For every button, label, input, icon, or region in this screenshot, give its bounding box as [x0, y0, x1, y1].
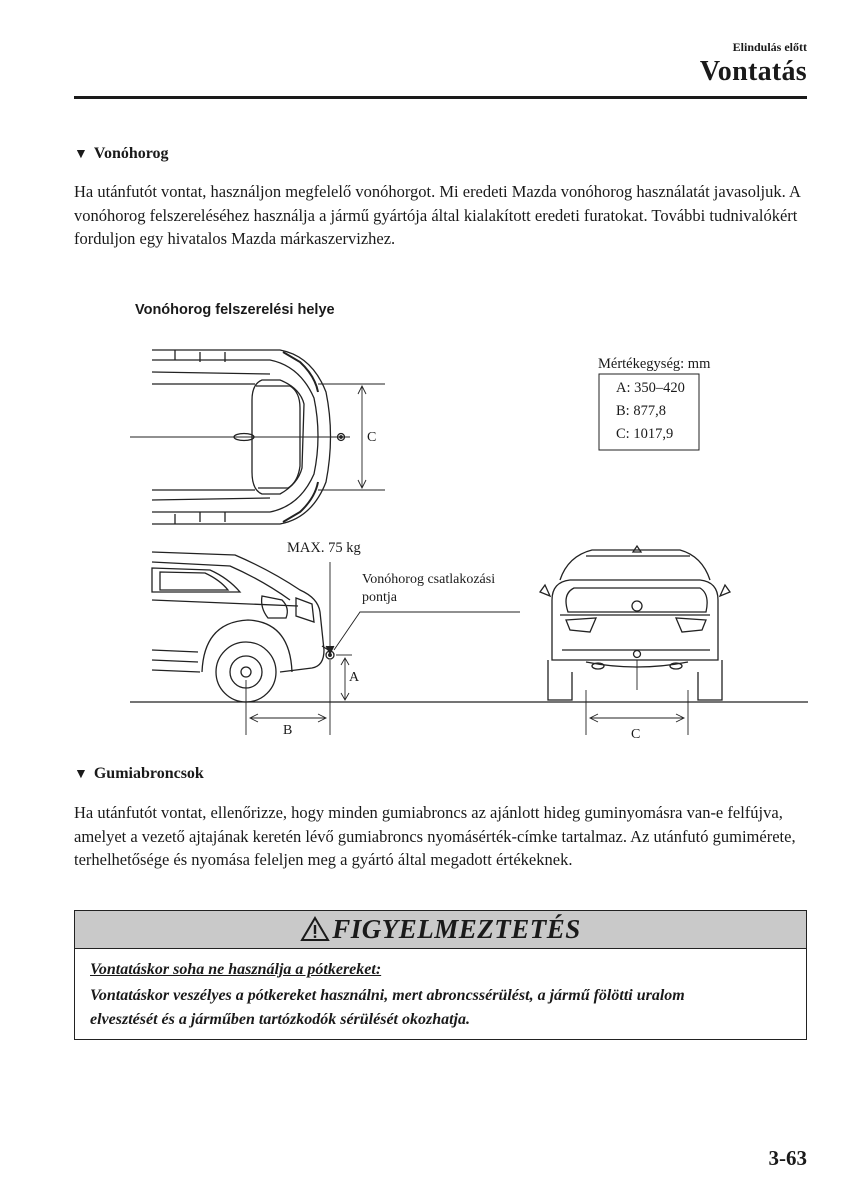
- triangle-bullet-icon: ▼: [74, 767, 88, 782]
- side-view-label-b: B: [283, 723, 293, 738]
- side-view-label-a: A: [349, 670, 360, 685]
- page-number: 3-63: [768, 1146, 807, 1170]
- dim-c-value: C: 1017,9: [616, 426, 674, 442]
- warning-header: [75, 911, 806, 949]
- triangle-bullet-icon: ▼: [74, 147, 88, 162]
- warning-subheading: Vontatáskor soha ne használja a pótkereket:: [90, 961, 382, 978]
- dim-b-value: B: 877,8: [616, 403, 666, 419]
- warning-triangle-icon: [300, 916, 330, 942]
- figure-caption: Vonóhorog felszerelési helye: [135, 302, 335, 318]
- tires-heading: [74, 765, 204, 783]
- rear-view-label-c: C: [631, 727, 641, 742]
- car-side-view: [152, 552, 334, 702]
- hitch-heading-text: Vonóhorog: [93, 145, 169, 162]
- warning-box: [74, 910, 807, 1040]
- car-rear-view: [540, 546, 730, 700]
- connection-point-label-line1: Vonóhorog csatlakozási: [362, 572, 496, 587]
- unit-label: Mértékegység: mm: [598, 356, 711, 372]
- tires-paragraph: Ha utánfutót vontat, ellenőrizze, hogy minden gumiabroncs az ajánlott hideg guminyomásra van-e felfújva, amelyet a vezető ajtajának keretén lévő gumiabroncs nyomásérték-címke tartalmaz. Az utánfutó gumimérete, terhelhetősége és nyomása feleljen meg a gyártó által megadott értékeknek.: [74, 803, 796, 869]
- tires-heading-text: Gumiabroncsok: [93, 765, 204, 782]
- warning-text: Vontatáskor veszélyes a pótkereket használni, mert abroncssérülést, a jármű fölötti uralom elvesztését és a járműben tartózkodók sérülését okozhatja.: [90, 987, 685, 1028]
- section-label: Elindulás előtt: [732, 40, 807, 54]
- max-load-label: MAX. 75 kg: [287, 540, 361, 556]
- top-view-label-c: C: [367, 430, 377, 445]
- hitch-paragraph: Ha utánfutót vontat, használjon megfelelő vonóhorgot. Mi eredeti Mazda vonóhorog használatát javasoljuk. A vonóhorog felszereléséhez használja a jármű gyártója által kialakított eredeti furatokat. További tudnivalókért forduljon egy hivatalos Mazda márkaszervizhez.: [74, 182, 800, 248]
- connection-point-label-line2: pontja: [362, 590, 397, 605]
- page-title: Vontatás: [699, 56, 807, 87]
- dim-a-value: A: 350–420: [616, 380, 685, 396]
- warning-title: FIGYELMEZTETÉS: [332, 914, 581, 944]
